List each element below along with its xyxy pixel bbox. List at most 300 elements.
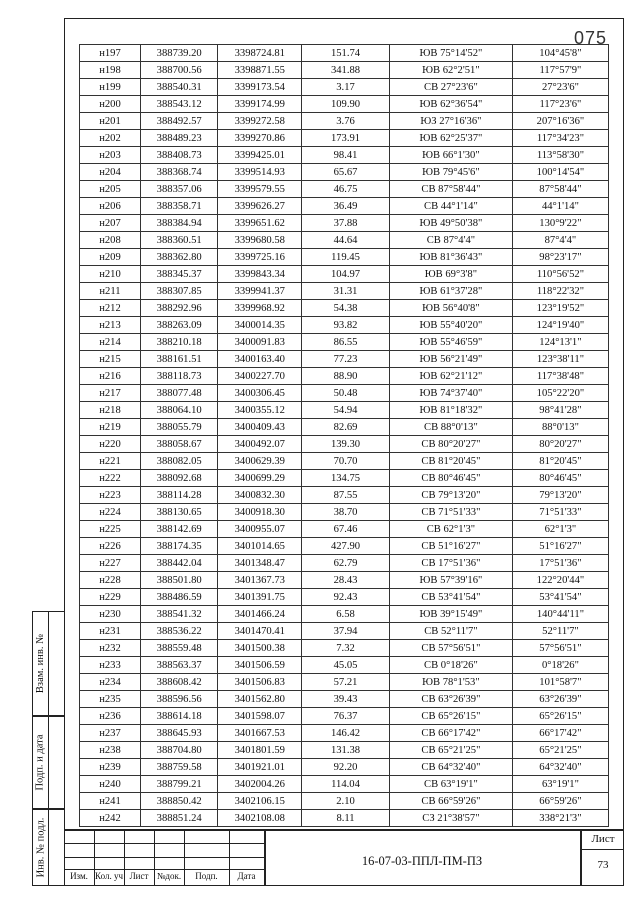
table-cell: 388563.37 [140, 657, 217, 674]
table-cell: 388543.12 [140, 96, 217, 113]
table-cell: 388292.96 [140, 300, 217, 317]
table-cell: ЮВ 66°1'30" [389, 147, 512, 164]
table-cell: н242 [80, 810, 141, 827]
table-cell: 388759.58 [140, 759, 217, 776]
side-label-vzam: Взам. инв. № [35, 633, 47, 694]
table-cell: 71°51'33" [512, 504, 608, 521]
table-cell: 117°34'23" [512, 130, 608, 147]
table-cell: н240 [80, 776, 141, 793]
table-cell: СВ 52°11'7" [389, 623, 512, 640]
table-cell: СВ 87°58'44" [389, 181, 512, 198]
table-cell: н217 [80, 385, 141, 402]
table-cell: 388541.32 [140, 606, 217, 623]
table-cell: н216 [80, 368, 141, 385]
table-cell: 388263.09 [140, 317, 217, 334]
table-row [80, 725, 609, 742]
table-cell: н210 [80, 266, 141, 283]
table-cell: 28.43 [302, 572, 390, 589]
table-cell: ЮВ 74°37'40" [389, 385, 512, 402]
table-cell: 388614.18 [140, 708, 217, 725]
table-cell: 100°14'54" [512, 164, 608, 181]
table-cell: н224 [80, 504, 141, 521]
table-row [80, 487, 609, 504]
page-number: 075 [574, 28, 608, 48]
table-cell: 3.76 [302, 113, 390, 130]
table-cell: н206 [80, 198, 141, 215]
table-cell: 388559.48 [140, 640, 217, 657]
table-cell: 122°20'44" [512, 572, 608, 589]
table-cell: 3399514.93 [218, 164, 302, 181]
table-cell: СВ 57°56'51" [389, 640, 512, 657]
table-cell: 110°56'52" [512, 266, 608, 283]
sheet-label: Лист [591, 833, 615, 845]
table-row [80, 283, 609, 300]
table-cell: 3400227.70 [218, 368, 302, 385]
title-block [64, 829, 624, 886]
table-cell: СВ 63°26'39" [389, 691, 512, 708]
table-cell: 130°9'22" [512, 215, 608, 232]
table-cell: 123°19'52" [512, 300, 608, 317]
table-row [80, 130, 609, 147]
table-cell: 3398724.81 [218, 45, 302, 62]
table-cell: 3399843.34 [218, 266, 302, 283]
table-cell: н237 [80, 725, 141, 742]
table-row [80, 453, 609, 470]
stamp-header-izm: Изм. [70, 871, 88, 881]
table-cell: СВ 88°0'13" [389, 419, 512, 436]
table-cell: 388384.94 [140, 215, 217, 232]
table-row [80, 62, 609, 79]
table-cell: 3401391.75 [218, 589, 302, 606]
table-cell: 388360.51 [140, 232, 217, 249]
table-cell: 3401348.47 [218, 555, 302, 572]
table-cell: 3400409.43 [218, 419, 302, 436]
table-cell: 63°26'39" [512, 691, 608, 708]
table-row [80, 623, 609, 640]
table-cell: 51°16'27" [512, 538, 608, 555]
table-cell: 52°11'7" [512, 623, 608, 640]
side-field-inv-podl [32, 809, 64, 886]
table-cell: 3401667.53 [218, 725, 302, 742]
table-cell: 3402106.15 [218, 793, 302, 810]
table-cell: 146.42 [302, 725, 390, 742]
table-cell: 3401921.01 [218, 759, 302, 776]
table-cell: 3400163.40 [218, 351, 302, 368]
sheet-number: 73 [597, 859, 609, 871]
table-row [80, 759, 609, 776]
table-cell: 388082.05 [140, 453, 217, 470]
table-cell: н227 [80, 555, 141, 572]
table-cell: 119.45 [302, 249, 390, 266]
table-cell: 2.10 [302, 793, 390, 810]
table-cell: 388345.37 [140, 266, 217, 283]
table-cell: СВ 51°16'27" [389, 538, 512, 555]
table-cell: н208 [80, 232, 141, 249]
table-cell: 57°56'51" [512, 640, 608, 657]
table-cell: 98°41'28" [512, 402, 608, 419]
table-cell: 92.20 [302, 759, 390, 776]
table-cell: ЮВ 79°45'6" [389, 164, 512, 181]
table-cell: 101°58'7" [512, 674, 608, 691]
table-row [80, 249, 609, 266]
table-cell: 114.04 [302, 776, 390, 793]
table-cell: 388492.57 [140, 113, 217, 130]
table-row [80, 45, 609, 62]
table-cell: 388850.42 [140, 793, 217, 810]
table-cell: н214 [80, 334, 141, 351]
table-cell: н233 [80, 657, 141, 674]
table-cell: 388700.56 [140, 62, 217, 79]
stamp-header-kol-uch: Кол. уч [95, 871, 123, 881]
table-cell: н199 [80, 79, 141, 96]
table-cell: ЮВ 39°15'49" [389, 606, 512, 623]
table-cell: СВ 66°59'26" [389, 793, 512, 810]
table-cell: 62.79 [302, 555, 390, 572]
table-cell: 388408.73 [140, 147, 217, 164]
table-cell: 3399968.92 [218, 300, 302, 317]
table-cell: 388501.80 [140, 572, 217, 589]
table-cell: 86.55 [302, 334, 390, 351]
table-row [80, 436, 609, 453]
table-cell: ЮВ 62°36'54" [389, 96, 512, 113]
table-cell: 388118.73 [140, 368, 217, 385]
table-cell: 117°57'9" [512, 62, 608, 79]
table-cell: н211 [80, 283, 141, 300]
table-cell: н226 [80, 538, 141, 555]
table-cell: ЮВ 62°21'12" [389, 368, 512, 385]
table-cell: 134.75 [302, 470, 390, 487]
table-cell: 388058.67 [140, 436, 217, 453]
table-row [80, 79, 609, 96]
table-cell: СВ 71°51'33" [389, 504, 512, 521]
table-cell: н207 [80, 215, 141, 232]
table-cell: 98°23'17" [512, 249, 608, 266]
table-cell: ЮВ 55°46'59" [389, 334, 512, 351]
table-cell: 124°13'1" [512, 334, 608, 351]
table-cell: 388851.24 [140, 810, 217, 827]
table-cell: н201 [80, 113, 141, 130]
table-cell: 388092.68 [140, 470, 217, 487]
table-row [80, 402, 609, 419]
table-cell: н222 [80, 470, 141, 487]
table-cell: 3399174.99 [218, 96, 302, 113]
table-cell: ЮВ 49°50'38" [389, 215, 512, 232]
table-cell: 427.90 [302, 538, 390, 555]
table-cell: н218 [80, 402, 141, 419]
table-cell: 104°45'8" [512, 45, 608, 62]
table-row [80, 300, 609, 317]
table-cell: 388540.31 [140, 79, 217, 96]
table-row [80, 147, 609, 164]
table-cell: ЮВ 75°14'52" [389, 45, 512, 62]
table-cell: н228 [80, 572, 141, 589]
table-cell: н223 [80, 487, 141, 504]
table-cell: 88°0'13" [512, 419, 608, 436]
table-cell: 0°18'26" [512, 657, 608, 674]
table-cell: 17°51'36" [512, 555, 608, 572]
table-cell: 3401506.59 [218, 657, 302, 674]
table-cell: 388210.18 [140, 334, 217, 351]
table-cell: 3401014.65 [218, 538, 302, 555]
table-row [80, 793, 609, 810]
table-cell: 67.46 [302, 521, 390, 538]
stamp-header-list: Лист [129, 871, 149, 881]
table-cell: 54.94 [302, 402, 390, 419]
table-row [80, 164, 609, 181]
table-cell: 3399651.62 [218, 215, 302, 232]
table-cell: ЮВ 55°40'20" [389, 317, 512, 334]
table-cell: СВ 27°23'6" [389, 79, 512, 96]
table-cell: СВ 64°32'40" [389, 759, 512, 776]
table-cell: 3399680.58 [218, 232, 302, 249]
table-cell: 66°59'26" [512, 793, 608, 810]
table-cell: ЮВ 81°18'32" [389, 402, 512, 419]
table-cell: 3398871.55 [218, 62, 302, 79]
table-cell: СВ 65°26'15" [389, 708, 512, 725]
table-cell: 3401598.07 [218, 708, 302, 725]
table-cell: 105°22'20" [512, 385, 608, 402]
table-cell: н239 [80, 759, 141, 776]
table-cell: 388596.56 [140, 691, 217, 708]
table-row [80, 181, 609, 198]
table-row [80, 555, 609, 572]
table-cell: 388357.06 [140, 181, 217, 198]
table-cell: 3399270.86 [218, 130, 302, 147]
table-cell: 98.41 [302, 147, 390, 164]
table-cell: 70.70 [302, 453, 390, 470]
table-cell: 44.64 [302, 232, 390, 249]
side-field-vzam [32, 611, 64, 716]
table-row [80, 657, 609, 674]
table-cell: 341.88 [302, 62, 390, 79]
table-cell: 388174.35 [140, 538, 217, 555]
table-cell: 53°41'54" [512, 589, 608, 606]
table-cell: 3401367.73 [218, 572, 302, 589]
table-cell: 140°44'11" [512, 606, 608, 623]
table-cell: СВ 44°1'14" [389, 198, 512, 215]
table-cell: 57.21 [302, 674, 390, 691]
table-cell: 3399173.54 [218, 79, 302, 96]
table-cell: 3401470.41 [218, 623, 302, 640]
table-row [80, 640, 609, 657]
table-cell: 76.37 [302, 708, 390, 725]
table-cell: 93.82 [302, 317, 390, 334]
table-cell: 388142.69 [140, 521, 217, 538]
table-cell: СВ 80°20'27" [389, 436, 512, 453]
table-cell: 38.70 [302, 504, 390, 521]
table-row [80, 419, 609, 436]
table-cell: 388739.20 [140, 45, 217, 62]
table-row [80, 589, 609, 606]
table-row [80, 470, 609, 487]
table-row [80, 334, 609, 351]
table-cell: 8.11 [302, 810, 390, 827]
table-cell: 388114.28 [140, 487, 217, 504]
table-cell: 3.17 [302, 79, 390, 96]
table-cell: 45.05 [302, 657, 390, 674]
table-row [80, 606, 609, 623]
table-cell: 3401801.59 [218, 742, 302, 759]
table-row [80, 385, 609, 402]
table-cell: н203 [80, 147, 141, 164]
table-cell: 3401466.24 [218, 606, 302, 623]
table-cell: 37.94 [302, 623, 390, 640]
table-cell: н241 [80, 793, 141, 810]
table-cell: н235 [80, 691, 141, 708]
table-cell: н198 [80, 62, 141, 79]
table-row [80, 538, 609, 555]
table-cell: 3400955.07 [218, 521, 302, 538]
table-cell: 3400492.07 [218, 436, 302, 453]
stamp-header-data: Дата [237, 871, 256, 881]
table-row [80, 691, 609, 708]
table-cell: СВ 79°13'20" [389, 487, 512, 504]
table-cell: 87.55 [302, 487, 390, 504]
table-cell: 117°23'6" [512, 96, 608, 113]
table-cell: ЮВ 56°40'8" [389, 300, 512, 317]
table-cell: ЮВ 61°37'28" [389, 283, 512, 300]
table-cell: 3400355.12 [218, 402, 302, 419]
side-field-podp-data [32, 716, 64, 809]
table-row [80, 317, 609, 334]
table-cell: 77.23 [302, 351, 390, 368]
table-cell: 79°13'20" [512, 487, 608, 504]
table-cell: 3400014.35 [218, 317, 302, 334]
table-cell: 388536.22 [140, 623, 217, 640]
table-cell: 338°21'3" [512, 810, 608, 827]
table-cell: ЮВ 81°36'43" [389, 249, 512, 266]
table-cell: СВ 65°21'25" [389, 742, 512, 759]
table-cell: 388358.71 [140, 198, 217, 215]
table-cell: 3399579.55 [218, 181, 302, 198]
table-cell: 3400306.45 [218, 385, 302, 402]
table-cell: 65°21'25" [512, 742, 608, 759]
table-cell: 3400629.39 [218, 453, 302, 470]
table-row [80, 776, 609, 793]
table-cell: 39.43 [302, 691, 390, 708]
table-cell: 123°38'11" [512, 351, 608, 368]
table-row [80, 232, 609, 249]
table-cell: 3399941.37 [218, 283, 302, 300]
table-cell: ЮВ 62°2'51" [389, 62, 512, 79]
table-cell: 3402108.08 [218, 810, 302, 827]
table-cell: н229 [80, 589, 141, 606]
table-cell: 388362.80 [140, 249, 217, 266]
table-cell: ЮВ 57°39'16" [389, 572, 512, 589]
table-cell: 388489.23 [140, 130, 217, 147]
table-cell: н204 [80, 164, 141, 181]
table-cell: 388307.85 [140, 283, 217, 300]
table-cell: н232 [80, 640, 141, 657]
table-cell: 27°23'6" [512, 79, 608, 96]
table-cell: 113°58'30" [512, 147, 608, 164]
table-cell: н234 [80, 674, 141, 691]
table-cell: 3402004.26 [218, 776, 302, 793]
table-row [80, 96, 609, 113]
table-cell: СВ 0°18'26" [389, 657, 512, 674]
table-cell: 36.49 [302, 198, 390, 215]
table-cell: 54.38 [302, 300, 390, 317]
table-cell: 3401500.38 [218, 640, 302, 657]
table-cell: 388055.79 [140, 419, 217, 436]
table-cell: 87°58'44" [512, 181, 608, 198]
table-cell: 50.48 [302, 385, 390, 402]
table-cell: 3399626.27 [218, 198, 302, 215]
table-row [80, 742, 609, 759]
table-cell: СВ 17°51'36" [389, 555, 512, 572]
table-row [80, 351, 609, 368]
table-row [80, 215, 609, 232]
table-cell: 139.30 [302, 436, 390, 453]
table-cell: 131.38 [302, 742, 390, 759]
table-cell: 109.90 [302, 96, 390, 113]
coordinates-table [79, 44, 609, 827]
table-cell: ЮВ 56°21'49" [389, 351, 512, 368]
table-cell: 7.32 [302, 640, 390, 657]
table-cell: 173.91 [302, 130, 390, 147]
table-row [80, 810, 609, 827]
table-row [80, 504, 609, 521]
table-cell: 46.75 [302, 181, 390, 198]
table-cell: н225 [80, 521, 141, 538]
table-cell: 388799.21 [140, 776, 217, 793]
table-cell: 3400832.30 [218, 487, 302, 504]
table-cell: 6.58 [302, 606, 390, 623]
table-cell: 80°46'45" [512, 470, 608, 487]
table-cell: 80°20'27" [512, 436, 608, 453]
table-cell: н230 [80, 606, 141, 623]
table-cell: 3400091.83 [218, 334, 302, 351]
table-cell: 388130.65 [140, 504, 217, 521]
table-cell: 104.97 [302, 266, 390, 283]
table-row [80, 113, 609, 130]
table-cell: 388608.42 [140, 674, 217, 691]
table-cell: СВ 87°4'4" [389, 232, 512, 249]
table-cell: н200 [80, 96, 141, 113]
table-cell: СВ 63°19'1" [389, 776, 512, 793]
stamp-header-podp: Подп. [195, 871, 218, 881]
table-cell: 63°19'1" [512, 776, 608, 793]
table-row [80, 198, 609, 215]
table-cell: 92.43 [302, 589, 390, 606]
table-cell: ЮВ 62°25'37" [389, 130, 512, 147]
table-cell: н209 [80, 249, 141, 266]
table-cell: 66°17'42" [512, 725, 608, 742]
table-cell: н231 [80, 623, 141, 640]
side-label-podp-data: Подп. и дата [35, 734, 47, 791]
table-cell: 64°32'40" [512, 759, 608, 776]
table-cell: н238 [80, 742, 141, 759]
table-cell: СВ 53°41'54" [389, 589, 512, 606]
table-cell: 3399425.01 [218, 147, 302, 164]
table-cell: н221 [80, 453, 141, 470]
table-row [80, 266, 609, 283]
table-cell: ЮВ 78°1'53" [389, 674, 512, 691]
table-cell: 3399725.16 [218, 249, 302, 266]
table-row [80, 521, 609, 538]
table-cell: 3401506.83 [218, 674, 302, 691]
table-cell: СВ 66°17'42" [389, 725, 512, 742]
table-cell: н202 [80, 130, 141, 147]
table-cell: 118°22'32" [512, 283, 608, 300]
stamp-header-ndok: №док. [156, 871, 182, 881]
table-row [80, 708, 609, 725]
table-cell: н215 [80, 351, 141, 368]
table-cell: н219 [80, 419, 141, 436]
table-cell: 82.69 [302, 419, 390, 436]
table-cell: 388077.48 [140, 385, 217, 402]
table-cell: 3399272.58 [218, 113, 302, 130]
